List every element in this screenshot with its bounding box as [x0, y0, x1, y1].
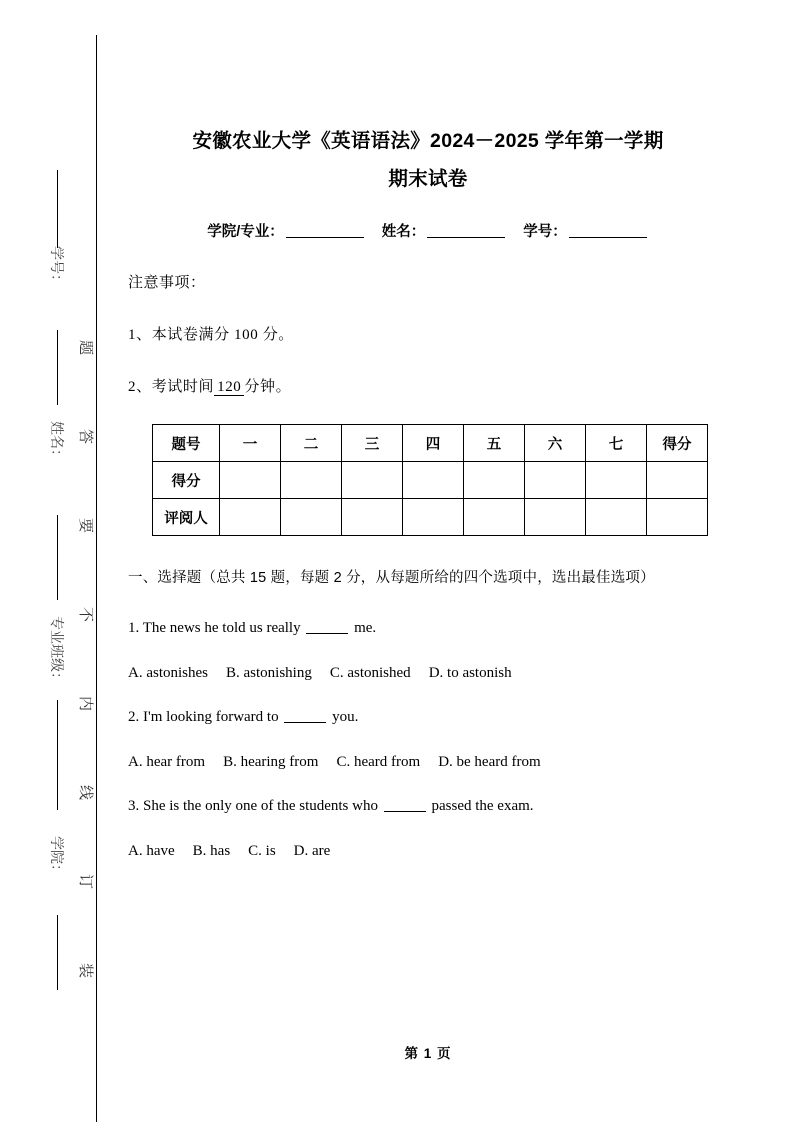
score-table [152, 424, 708, 536]
table-row [153, 425, 708, 462]
score-table-header-3: 三 [342, 425, 403, 462]
page-title [128, 0, 728, 198]
answer-blank-2[interactable] [284, 722, 326, 723]
page-body [128, 0, 728, 1122]
sealing-char-6: 线 [77, 784, 94, 801]
score-table-cell[interactable] [342, 462, 403, 499]
question-options-2 [128, 751, 728, 773]
sealing-char-3: 要 [77, 517, 94, 534]
question-2-option-A[interactable]: A. hear from [128, 754, 206, 770]
score-table-cell[interactable] [281, 462, 342, 499]
question-stem-2 [128, 706, 728, 728]
score-table-header-5: 五 [464, 425, 525, 462]
score-table-header-4: 四 [403, 425, 464, 462]
sealing-vertical-text [72, 340, 98, 1052]
sealing-margin [0, 0, 110, 1122]
sealing-char-4: 不 [77, 606, 94, 623]
question-1-option-B[interactable]: B. astonishing [226, 665, 312, 681]
question-2-option-B[interactable]: B. hearing from [223, 754, 319, 770]
table-row [153, 462, 708, 499]
question-stem-before-3: 3. She is the only one of the students who [128, 798, 382, 814]
score-table-cell[interactable] [403, 499, 464, 536]
exam-duration-prefix: 2、考试时间 [128, 379, 215, 395]
score-table-header-8: 得分 [647, 425, 708, 462]
sealing-rule-segment-2 [57, 330, 58, 405]
sealing-char-1: 题 [77, 339, 94, 356]
college-major-blank[interactable] [286, 237, 364, 238]
name-blank[interactable] [427, 237, 505, 238]
score-table-cell[interactable] [464, 499, 525, 536]
questions-container [128, 617, 728, 862]
student-info-line [128, 220, 728, 241]
title-line-2: 期末试卷 [388, 168, 468, 190]
score-table-header-1: 一 [220, 425, 281, 462]
score-table-header-6: 六 [525, 425, 586, 462]
section-heading-1: 一、选择题（总共 15 题，每题 2 分，从每题所给的四个选项中，选出最佳选项） [128, 570, 655, 586]
sealing-char-8: 装 [77, 962, 94, 979]
title-line-1: 安徽农业大学《英语语法》2024－2025 学年第一学期 [192, 130, 664, 152]
score-table-cell[interactable] [464, 462, 525, 499]
notice-item-2 [128, 375, 728, 396]
student-id-blank[interactable] [569, 237, 647, 238]
score-table-cell[interactable] [281, 499, 342, 536]
score-table-cell[interactable] [647, 499, 708, 536]
question-options-1 [128, 662, 728, 684]
question-stem-after-3: passed the exam. [427, 798, 534, 814]
sealing-field-label-3: 专业班级： [48, 616, 63, 686]
score-table-header-2: 二 [281, 425, 342, 462]
sealing-field-label-1: 学号： [48, 246, 63, 288]
question-3-option-C[interactable]: C. is [248, 843, 276, 859]
question-stem-before-1: 1. The news he told us really [128, 620, 305, 636]
question-3-option-A[interactable]: A. have [128, 843, 175, 859]
answer-blank-1[interactable] [306, 633, 348, 634]
score-table-cell[interactable] [525, 462, 586, 499]
question-3-option-B[interactable]: B. has [192, 843, 231, 859]
score-table-cell[interactable] [525, 499, 586, 536]
score-table-corner-header: 题号 [153, 425, 220, 462]
student-id-label: 学号： [523, 224, 567, 240]
name-label: 姓名： [381, 224, 426, 240]
question-stem-before-2: 2. I'm looking forward to [128, 709, 283, 725]
score-table-cell[interactable] [220, 462, 281, 499]
score-table-cell[interactable] [586, 462, 647, 499]
college-major-label: 学院/专业： [207, 224, 284, 240]
notice-heading: 注意事项： [128, 275, 206, 291]
sealing-rule-segment-4 [57, 700, 58, 810]
sealing-rule-segment-5 [57, 915, 58, 990]
score-table-header-7: 七 [586, 425, 647, 462]
question-2-option-D[interactable]: D. be heard from [438, 754, 541, 770]
sealing-rule-segment-1 [57, 170, 58, 248]
score-table-row-label-1: 得分 [153, 462, 220, 499]
sealing-field-label-2: 姓名： [48, 421, 63, 463]
exam-duration-value: 120 [214, 379, 244, 396]
score-table-row-label-2: 评阅人 [153, 499, 220, 536]
sealing-char-2: 答 [77, 428, 94, 445]
question-stem-after-1: me. [350, 620, 377, 636]
answer-blank-3[interactable] [384, 811, 426, 812]
question-1-option-C[interactable]: C. astonished [329, 665, 411, 681]
question-options-3 [128, 840, 728, 862]
question-stem-after-2: you. [328, 709, 359, 725]
question-stem-3 [128, 795, 728, 817]
page-footer: 第 1 页 [404, 1046, 452, 1061]
score-table-cell[interactable] [342, 499, 403, 536]
question-1-option-A[interactable]: A. astonishes [128, 665, 208, 681]
score-table-cell[interactable] [647, 462, 708, 499]
table-row [153, 499, 708, 536]
exam-duration-suffix: 分钟。 [244, 379, 292, 395]
sealing-field-label-4: 学院： [48, 836, 63, 878]
score-table-cell[interactable] [403, 462, 464, 499]
score-table-cell[interactable] [586, 499, 647, 536]
question-1-option-D[interactable]: D. to astonish [428, 665, 512, 681]
question-3-option-D[interactable]: D. are [293, 843, 331, 859]
sealing-char-5: 内 [77, 695, 94, 712]
sealing-rule-segment-3 [57, 515, 58, 600]
notice-item-1: 1、本试卷满分 100 分。 [128, 327, 294, 343]
score-table-cell[interactable] [220, 499, 281, 536]
sealing-char-7: 订 [77, 873, 94, 890]
question-2-option-C[interactable]: C. heard from [336, 754, 421, 770]
question-stem-1 [128, 617, 728, 639]
